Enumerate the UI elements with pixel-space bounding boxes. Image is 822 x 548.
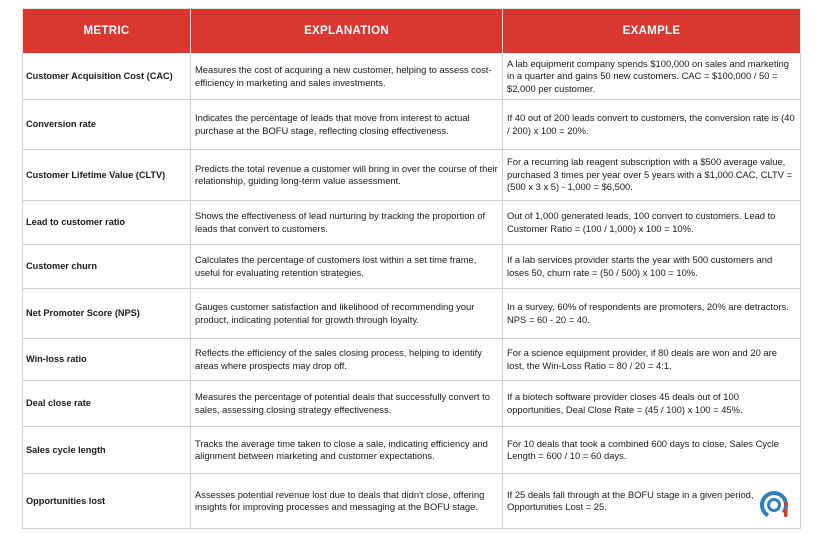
table-row [23,100,801,150]
brand-logo-icon [758,488,792,522]
table-row [23,427,801,474]
explanation-cell: Shows the effectiveness of lead nurturing by tracking the proportion of leads that convert to customers. [191,201,503,245]
table-header [23,9,801,54]
metric-cell: Sales cycle length [23,427,191,474]
header-metric: METRIC [23,9,191,54]
table-row [23,201,801,245]
metric-cell: Win-loss ratio [23,339,191,381]
explanation-cell: Assesses potential revenue lost due to deals that didn't close, offering insights for improving processes and messaging at the BOFU stage. [191,474,503,529]
table-row [23,245,801,289]
metric-cell: Customer churn [23,245,191,289]
metrics-table [22,8,801,529]
explanation-cell: Gauges customer satisfaction and likelihood of recommending your product, indicating potential for growth through loyalty. [191,289,503,339]
explanation-cell: Indicates the percentage of leads that move from interest to actual purchase at the BOFU stage, reflecting closing effectiveness. [191,100,503,150]
explanation-cell: Calculates the percentage of customers lost within a set time frame, useful for evaluating retention strategies. [191,245,503,289]
example-cell: If a biotech software provider closes 45 deals out of 100 opportunities, Deal Close Rate = (45 / 100) x 100 = 45%. [503,381,801,427]
metric-cell: Deal close rate [23,381,191,427]
header-explanation: EXPLANATION [191,9,503,54]
explanation-cell: Measures the cost of acquiring a new customer, helping to assess cost-efficiency in marketing and sales investments. [191,54,503,100]
metric-cell: Opportunities lost [23,474,191,529]
table-row [23,54,801,100]
table-row [23,474,801,529]
example-cell: If 40 out of 200 leads convert to customers, the conversion rate is (40 / 200) x 100 = 20%. [503,100,801,150]
explanation-cell: Measures the percentage of potential deals that successfully convert to sales, assessing closing strategy effectiveness. [191,381,503,427]
example-cell: A lab equipment company spends $100,000 on sales and marketing in a quarter and gains 50 new customers. CAC = $100,000 / 50 = $2,000 per customer. [503,54,801,100]
example-cell: For 10 deals that took a combined 600 days to close, Sales Cycle Length = 600 / 10 = 60 days. [503,427,801,474]
explanation-cell: Predicts the total revenue a customer will bring in over the course of their relationship, guiding long-term value assessment. [191,150,503,201]
example-cell: For a science equipment provider, if 80 deals are won and 20 are lost, the Win-Loss Ratio = 80 / 20 = 4:1. [503,339,801,381]
metric-cell: Customer Acquisition Cost (CAC) [23,54,191,100]
table-row [23,339,801,381]
example-cell: Out of 1,000 generated leads, 100 convert to customers. Lead to Customer Ratio = (100 / 1,000) x 100 = 10%. [503,201,801,245]
example-cell: For a recurring lab reagent subscription with a $500 average value, purchased 3 times per year over 5 years with a $1,000 CAC, CLTV = (500 x 3 x 5) - 1,000 = $6,500. [503,150,801,201]
example-cell: If a lab services provider starts the year with 500 customers and loses 50, churn rate = (50 / 500) x 100 = 10%. [503,245,801,289]
metric-cell: Conversion rate [23,100,191,150]
example-cell: If 25 deals fall through at the BOFU stage in a given period, Opportunities Lost = 25. [503,474,801,529]
header-example: EXAMPLE [503,9,801,54]
table-row [23,150,801,201]
explanation-cell: Tracks the average time taken to close a sale, indicating efficiency and alignment between marketing and customer expectations. [191,427,503,474]
explanation-cell: Reflects the efficiency of the sales closing process, helping to identify areas where prospects may drop off. [191,339,503,381]
example-cell: In a survey, 60% of respondents are promoters, 20% are detractors. NPS = 60 - 20 = 40. [503,289,801,339]
table-body [23,54,801,529]
metric-cell: Net Promoter Score (NPS) [23,289,191,339]
table-row [23,381,801,427]
metric-cell: Customer Lifetime Value (CLTV) [23,150,191,201]
header-row [23,9,801,54]
table-row [23,289,801,339]
metric-cell: Lead to customer ratio [23,201,191,245]
